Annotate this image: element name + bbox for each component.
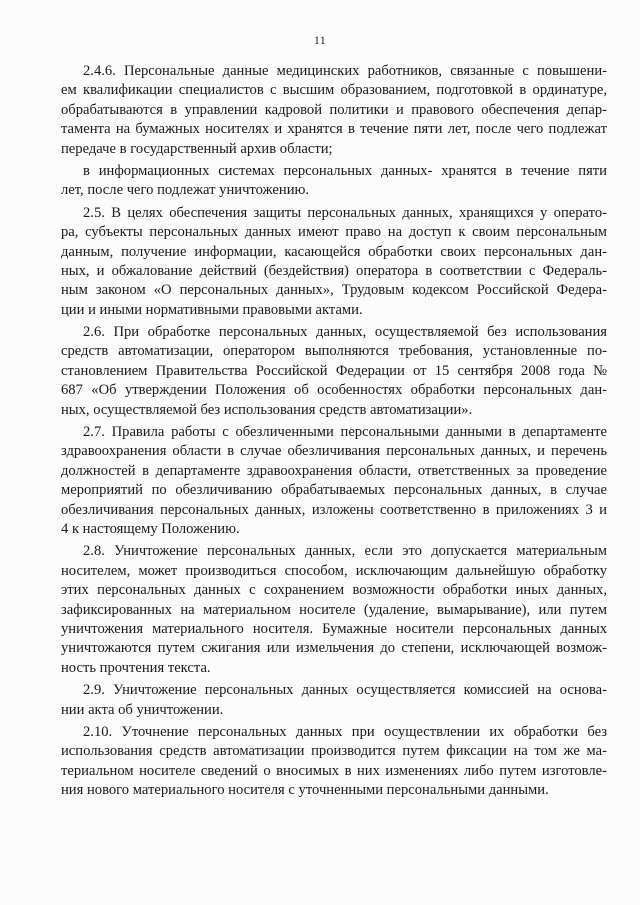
text-line: данным, получение информации, касающейся обработки своих персональных дан-	[61, 243, 607, 260]
text-line: 2.7. Правила работы с обезличенными персональными данными в департаменте	[83, 424, 607, 441]
text-line: должностей в департаменте здравоохранения области, ответственных за проведение	[61, 462, 607, 479]
text-line: ния нового материального носителя с уточненными персональными данными.	[61, 782, 549, 799]
text-line: ность прочтения текста.	[61, 659, 211, 676]
text-line: 2.4.6. Персональные данные медицинских работников, связанные с повышени-	[83, 63, 607, 79]
text-line: здравоохранения области в случае обезличивания персональных данных, и перечень	[61, 443, 607, 460]
text-line: 2.6. При обработке персональных данных, осуществляемой без использования	[83, 324, 607, 341]
paragraph-p-2-6	[61, 323, 607, 420]
text-line: уничтожения материального носителя. Бумажные носители персональных данных	[61, 620, 607, 637]
text-line: использования средств автоматизации производится путем фиксации на том же ма-	[61, 743, 607, 760]
text-line: 2.5. В целях обеспечения защиты персональных данных, хранящихся у операто-	[83, 204, 607, 221]
text-line: 2.8. Уничтожение персональных данных, если это допускается материальным	[83, 543, 607, 560]
text-line: обезличивания персональных данных, изложены соответственно в приложениях 3 и	[61, 501, 607, 518]
text-line: ции и иными нормативными правовыми актами.	[61, 301, 363, 318]
text-line: уничтожаются путем сжигания или измельчения до степени, исключающей возмож-	[61, 640, 607, 657]
text-line: ным законом «О персональных данных», Трудовым кодексом Российской Федера-	[61, 282, 607, 299]
document-body	[61, 62, 607, 803]
paragraph-p-2-8	[61, 542, 607, 678]
text-line: 4 к настоящему Положению.	[61, 520, 240, 537]
paragraph-p-2-5	[61, 204, 607, 320]
paragraph-p-2-4-6-cont	[61, 162, 607, 201]
paragraph-p-2-9	[61, 681, 607, 720]
text-line: становлением Правительства Российской Федерации от 15 сентября 2008 года №	[61, 362, 607, 379]
text-line: средств автоматизации, оператором выполняются требования, установленные по-	[61, 343, 607, 360]
text-line: передаче в государственный архив области;	[61, 140, 333, 157]
paragraph-p-2-4-6	[61, 62, 607, 159]
text-line: лет, после чего подлежат уничтожению.	[61, 182, 310, 199]
text-line: тамента на бумажных носителях и хранятся в течение пяти лет, после чего подлежат	[61, 121, 607, 138]
text-line: обрабатываются в управлении кадровой политики и правового обеспечения депар-	[61, 101, 607, 118]
text-line: териальном носителе сведений о вносимых в них изменениях либо путем изготовле-	[61, 762, 607, 779]
text-line: ем квалификации специалистов с высшим образованием, подготовкой в ординатуре,	[61, 82, 607, 99]
text-line: этих персональных данных с сохранением возможности обработки иных данных,	[61, 582, 607, 599]
paragraph-p-2-10	[61, 723, 607, 801]
text-line: 2.9. Уничтожение персональных данных осуществляется комиссией на основа-	[83, 682, 607, 699]
text-line: ра, субъекты персональных данных имеют право на доступ к своим персональным	[61, 224, 607, 241]
text-line: 687 «Об утверждении Положения об особенностях обработки персональных дан-	[61, 382, 607, 399]
text-line: носителем, может производиться способом, исключающим дальнейшую обработку	[61, 562, 607, 579]
paragraph-p-2-7	[61, 423, 607, 539]
text-line: нии акта об уничтожении.	[61, 701, 224, 718]
text-line: ных, осуществляемой без использования средств автоматизации».	[61, 401, 473, 418]
text-line: 2.10. Уточнение персональных данных при осуществлении их обработки без	[83, 723, 607, 740]
text-line: в информационных системах персональных данных- хранятся в течение пяти	[83, 162, 607, 179]
text-line: ных, и обжалование действий (бездействия) оператора в соответствии с Федераль-	[61, 262, 607, 279]
page-number: 11	[313, 33, 327, 47]
text-line: мероприятий по обезличиванию обрабатываемых персональных данных, в случае	[61, 482, 607, 499]
text-line: зафиксированных на материальном носителе (удаление, вымарывание), или путем	[61, 601, 607, 618]
